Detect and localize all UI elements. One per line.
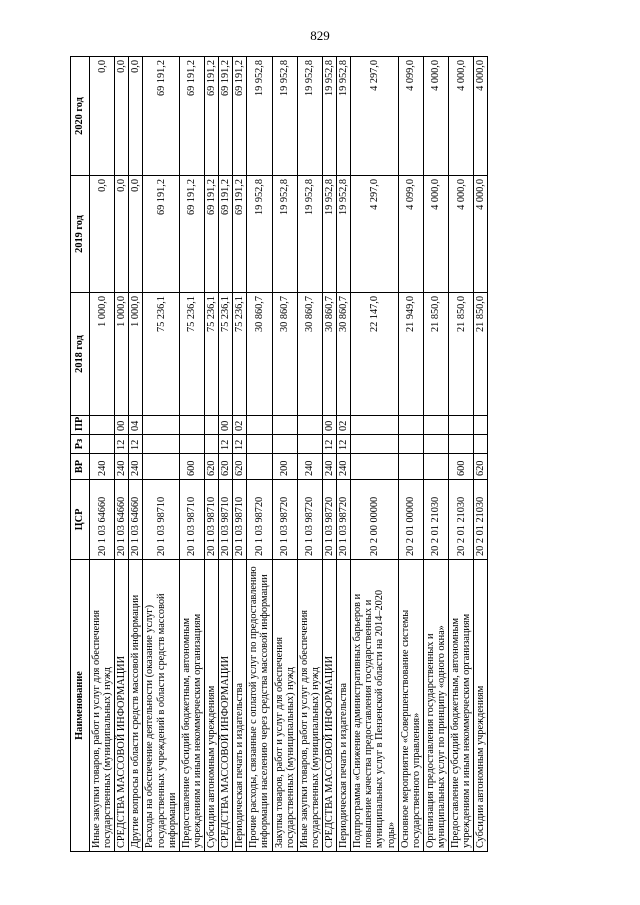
cell-name: Другие вопросы в области средств массовой информации [129,560,143,852]
cell-csr: 20 1 03 98710 [143,480,179,560]
cell-csr: 20 1 03 98720 [272,480,297,560]
cell-2020: 4 099,0 [398,57,423,176]
cell-2018: 75 236,1 [204,293,218,416]
header-pr: ПР [71,416,90,435]
cell-csr: 20 1 03 98720 [247,480,272,560]
cell-csr: 20 2 00 00000 [351,480,398,560]
cell-2019: 19 952,8 [322,176,336,293]
cell-rz: 12 [219,435,233,454]
cell-csr: 20 1 03 64660 [115,480,129,560]
cell-csr: 20 1 03 98720 [297,480,322,560]
cell-pr: 02 [337,416,351,435]
table-row [449,57,474,852]
table-row [474,57,488,852]
cell-vr: 240 [337,454,351,480]
cell-2018: 21 850,0 [423,293,448,416]
cell-vr [247,454,272,480]
table-row [233,57,247,852]
header-2020: 2020 год [71,57,90,176]
cell-rz [297,435,322,454]
cell-2019: 69 191,2 [179,176,204,293]
cell-2018: 1 000,0 [115,293,129,416]
budget-table [70,56,488,852]
cell-pr [247,416,272,435]
cell-2019: 69 191,2 [233,176,247,293]
cell-2020: 69 191,2 [204,57,218,176]
cell-csr: 20 2 01 00000 [398,480,423,560]
cell-vr: 620 [204,454,218,480]
header-csr: ЦСР [71,480,90,560]
cell-2019: 19 952,8 [297,176,322,293]
cell-2018: 21 850,0 [449,293,474,416]
cell-name: Периодическая печать и издательства [337,560,351,852]
table-row [143,57,179,852]
table-row [322,57,336,852]
cell-csr: 20 2 01 21030 [449,480,474,560]
cell-2020: 69 191,2 [233,57,247,176]
cell-2018: 30 860,7 [337,293,351,416]
cell-2019: 0,0 [90,176,115,293]
cell-2018: 75 236,1 [179,293,204,416]
cell-vr: 600 [449,454,474,480]
cell-2019: 4 000,0 [449,176,474,293]
cell-2019: 19 952,8 [247,176,272,293]
cell-csr: 20 1 03 98720 [337,480,351,560]
cell-2020: 69 191,2 [219,57,233,176]
cell-pr [90,416,115,435]
header-vr: ВР [71,454,90,480]
cell-2020: 0,0 [115,57,129,176]
cell-2020: 4 000,0 [449,57,474,176]
cell-2019: 19 952,8 [337,176,351,293]
cell-name: Субсидии автономным учреждениям [204,560,218,852]
cell-name: Периодическая печать и издательства [233,560,247,852]
cell-name: СРЕДСТВА МАССОВОЙ ИНФОРМАЦИИ [115,560,129,852]
cell-name: Основное мероприятие «Совершенствование системы государственного управления» [398,560,423,852]
cell-vr: 240 [297,454,322,480]
cell-2020: 0,0 [90,57,115,176]
table-row [423,57,448,852]
cell-rz: 12 [115,435,129,454]
cell-rz [272,435,297,454]
table-row [272,57,297,852]
cell-pr [449,416,474,435]
cell-pr: 04 [129,416,143,435]
header-rz: Рз [71,435,90,454]
cell-pr [423,416,448,435]
table-header-row [71,57,90,852]
cell-vr: 620 [233,454,247,480]
cell-2020: 19 952,8 [297,57,322,176]
cell-rz [90,435,115,454]
cell-vr: 200 [272,454,297,480]
cell-vr [398,454,423,480]
cell-vr: 620 [219,454,233,480]
cell-2018: 1 000,0 [90,293,115,416]
cell-rz: 12 [129,435,143,454]
cell-pr [297,416,322,435]
cell-rz [449,435,474,454]
cell-pr: 00 [219,416,233,435]
cell-name: Субсидии автономным учреждениям [474,560,488,852]
table-row [219,57,233,852]
cell-2019: 69 191,2 [143,176,179,293]
cell-rz: 12 [322,435,336,454]
cell-2020: 19 952,8 [247,57,272,176]
cell-pr [474,416,488,435]
cell-csr: 20 1 03 64660 [90,480,115,560]
cell-2020: 69 191,2 [179,57,204,176]
cell-2019: 4 297,0 [351,176,398,293]
cell-2018: 30 860,7 [247,293,272,416]
table-row [179,57,204,852]
cell-2020: 19 952,8 [272,57,297,176]
cell-rz [474,435,488,454]
cell-2018: 30 860,7 [297,293,322,416]
cell-2020: 0,0 [129,57,143,176]
cell-2019: 4 000,0 [423,176,448,293]
cell-rz [179,435,204,454]
cell-pr: 02 [233,416,247,435]
cell-pr [398,416,423,435]
cell-csr: 20 1 03 98710 [233,480,247,560]
cell-csr: 20 2 01 21030 [474,480,488,560]
table-row [204,57,218,852]
cell-rz [204,435,218,454]
cell-csr: 20 1 03 64660 [129,480,143,560]
table-row [90,57,115,852]
cell-vr: 240 [322,454,336,480]
header-2018: 2018 год [71,293,90,416]
cell-2018: 75 236,1 [219,293,233,416]
cell-name: Предоставление субсидий бюджетным, автономным учреждениям и иным некоммерческим организациям [179,560,204,852]
cell-pr [143,416,179,435]
cell-rz [423,435,448,454]
cell-2019: 4 099,0 [398,176,423,293]
cell-vr: 620 [474,454,488,480]
cell-2019: 69 191,2 [219,176,233,293]
cell-csr: 20 1 03 98710 [219,480,233,560]
cell-csr: 20 2 01 21030 [423,480,448,560]
table-row [337,57,351,852]
cell-name: СРЕДСТВА МАССОВОЙ ИНФОРМАЦИИ [322,560,336,852]
cell-2020: 4 000,0 [423,57,448,176]
cell-rz [143,435,179,454]
cell-vr [423,454,448,480]
table-row [351,57,398,852]
cell-vr [143,454,179,480]
cell-2019: 4 000,0 [474,176,488,293]
cell-pr: 00 [115,416,129,435]
cell-pr: 00 [322,416,336,435]
cell-2019: 19 952,8 [272,176,297,293]
cell-2018: 21 949,0 [398,293,423,416]
cell-rz [398,435,423,454]
cell-2020: 69 191,2 [143,57,179,176]
cell-name: Предоставление субсидий бюджетным, автономным учреждениям и иным некоммерческим организациям [449,560,474,852]
table-row [115,57,129,852]
rotated-table-container [70,57,605,852]
cell-rz: 12 [233,435,247,454]
cell-2019: 0,0 [115,176,129,293]
cell-name: Закупка товаров, работ и услуг для обеспечения государственных (муниципальных) нужд [272,560,297,852]
cell-csr: 20 1 03 98720 [322,480,336,560]
cell-2018: 1 000,0 [129,293,143,416]
table-row [398,57,423,852]
cell-csr: 20 1 03 98710 [179,480,204,560]
cell-vr: 240 [115,454,129,480]
cell-2019: 69 191,2 [204,176,218,293]
cell-vr [351,454,398,480]
cell-name: Иные закупки товаров, работ и услуг для обеспечения государственных (муниципальных) нужд [297,560,322,852]
header-name: Наименование [71,560,90,852]
table-body [90,57,488,852]
cell-2020: 19 952,8 [322,57,336,176]
cell-rz [247,435,272,454]
cell-pr [272,416,297,435]
cell-pr [351,416,398,435]
cell-name: Прочие расходы, связанные с оплатой услуг по предоставлению информации населению через средства массовой информации [247,560,272,852]
page-number: 829 [310,28,330,43]
cell-2018: 75 236,1 [233,293,247,416]
cell-2018: 30 860,7 [272,293,297,416]
cell-name: Иные закупки товаров, работ и услуг для обеспечения государственных (муниципальных) нужд [90,560,115,852]
table-row [297,57,322,852]
cell-2020: 4 000,0 [474,57,488,176]
cell-pr [204,416,218,435]
cell-name: Организация предоставления государственных и муниципальных услуг по принципу «одного окна» [423,560,448,852]
cell-2018: 30 860,7 [322,293,336,416]
cell-2018: 75 236,1 [143,293,179,416]
table-row [129,57,143,852]
cell-2020: 4 297,0 [351,57,398,176]
cell-rz [351,435,398,454]
header-2019: 2019 год [71,176,90,293]
cell-2018: 22 147,0 [351,293,398,416]
cell-vr: 240 [129,454,143,480]
cell-pr [179,416,204,435]
cell-vr: 600 [179,454,204,480]
cell-2018: 21 850,0 [474,293,488,416]
cell-rz: 12 [337,435,351,454]
cell-vr: 240 [90,454,115,480]
cell-name: СРЕДСТВА МАССОВОЙ ИНФОРМАЦИИ [219,560,233,852]
cell-name: Подпрограмма «Снижение административных барьеров и повышение качества предоставления государственных и муниципальных услуг в Пензенской области на 2014–2020 годы» [351,560,398,852]
cell-2020: 19 952,8 [337,57,351,176]
cell-name: Расходы на обеспечение деятельности (оказание услуг) государственных учреждений в области средств массовой информации [143,560,179,852]
table-row [247,57,272,852]
cell-2019: 0,0 [129,176,143,293]
cell-csr: 20 1 03 98710 [204,480,218,560]
